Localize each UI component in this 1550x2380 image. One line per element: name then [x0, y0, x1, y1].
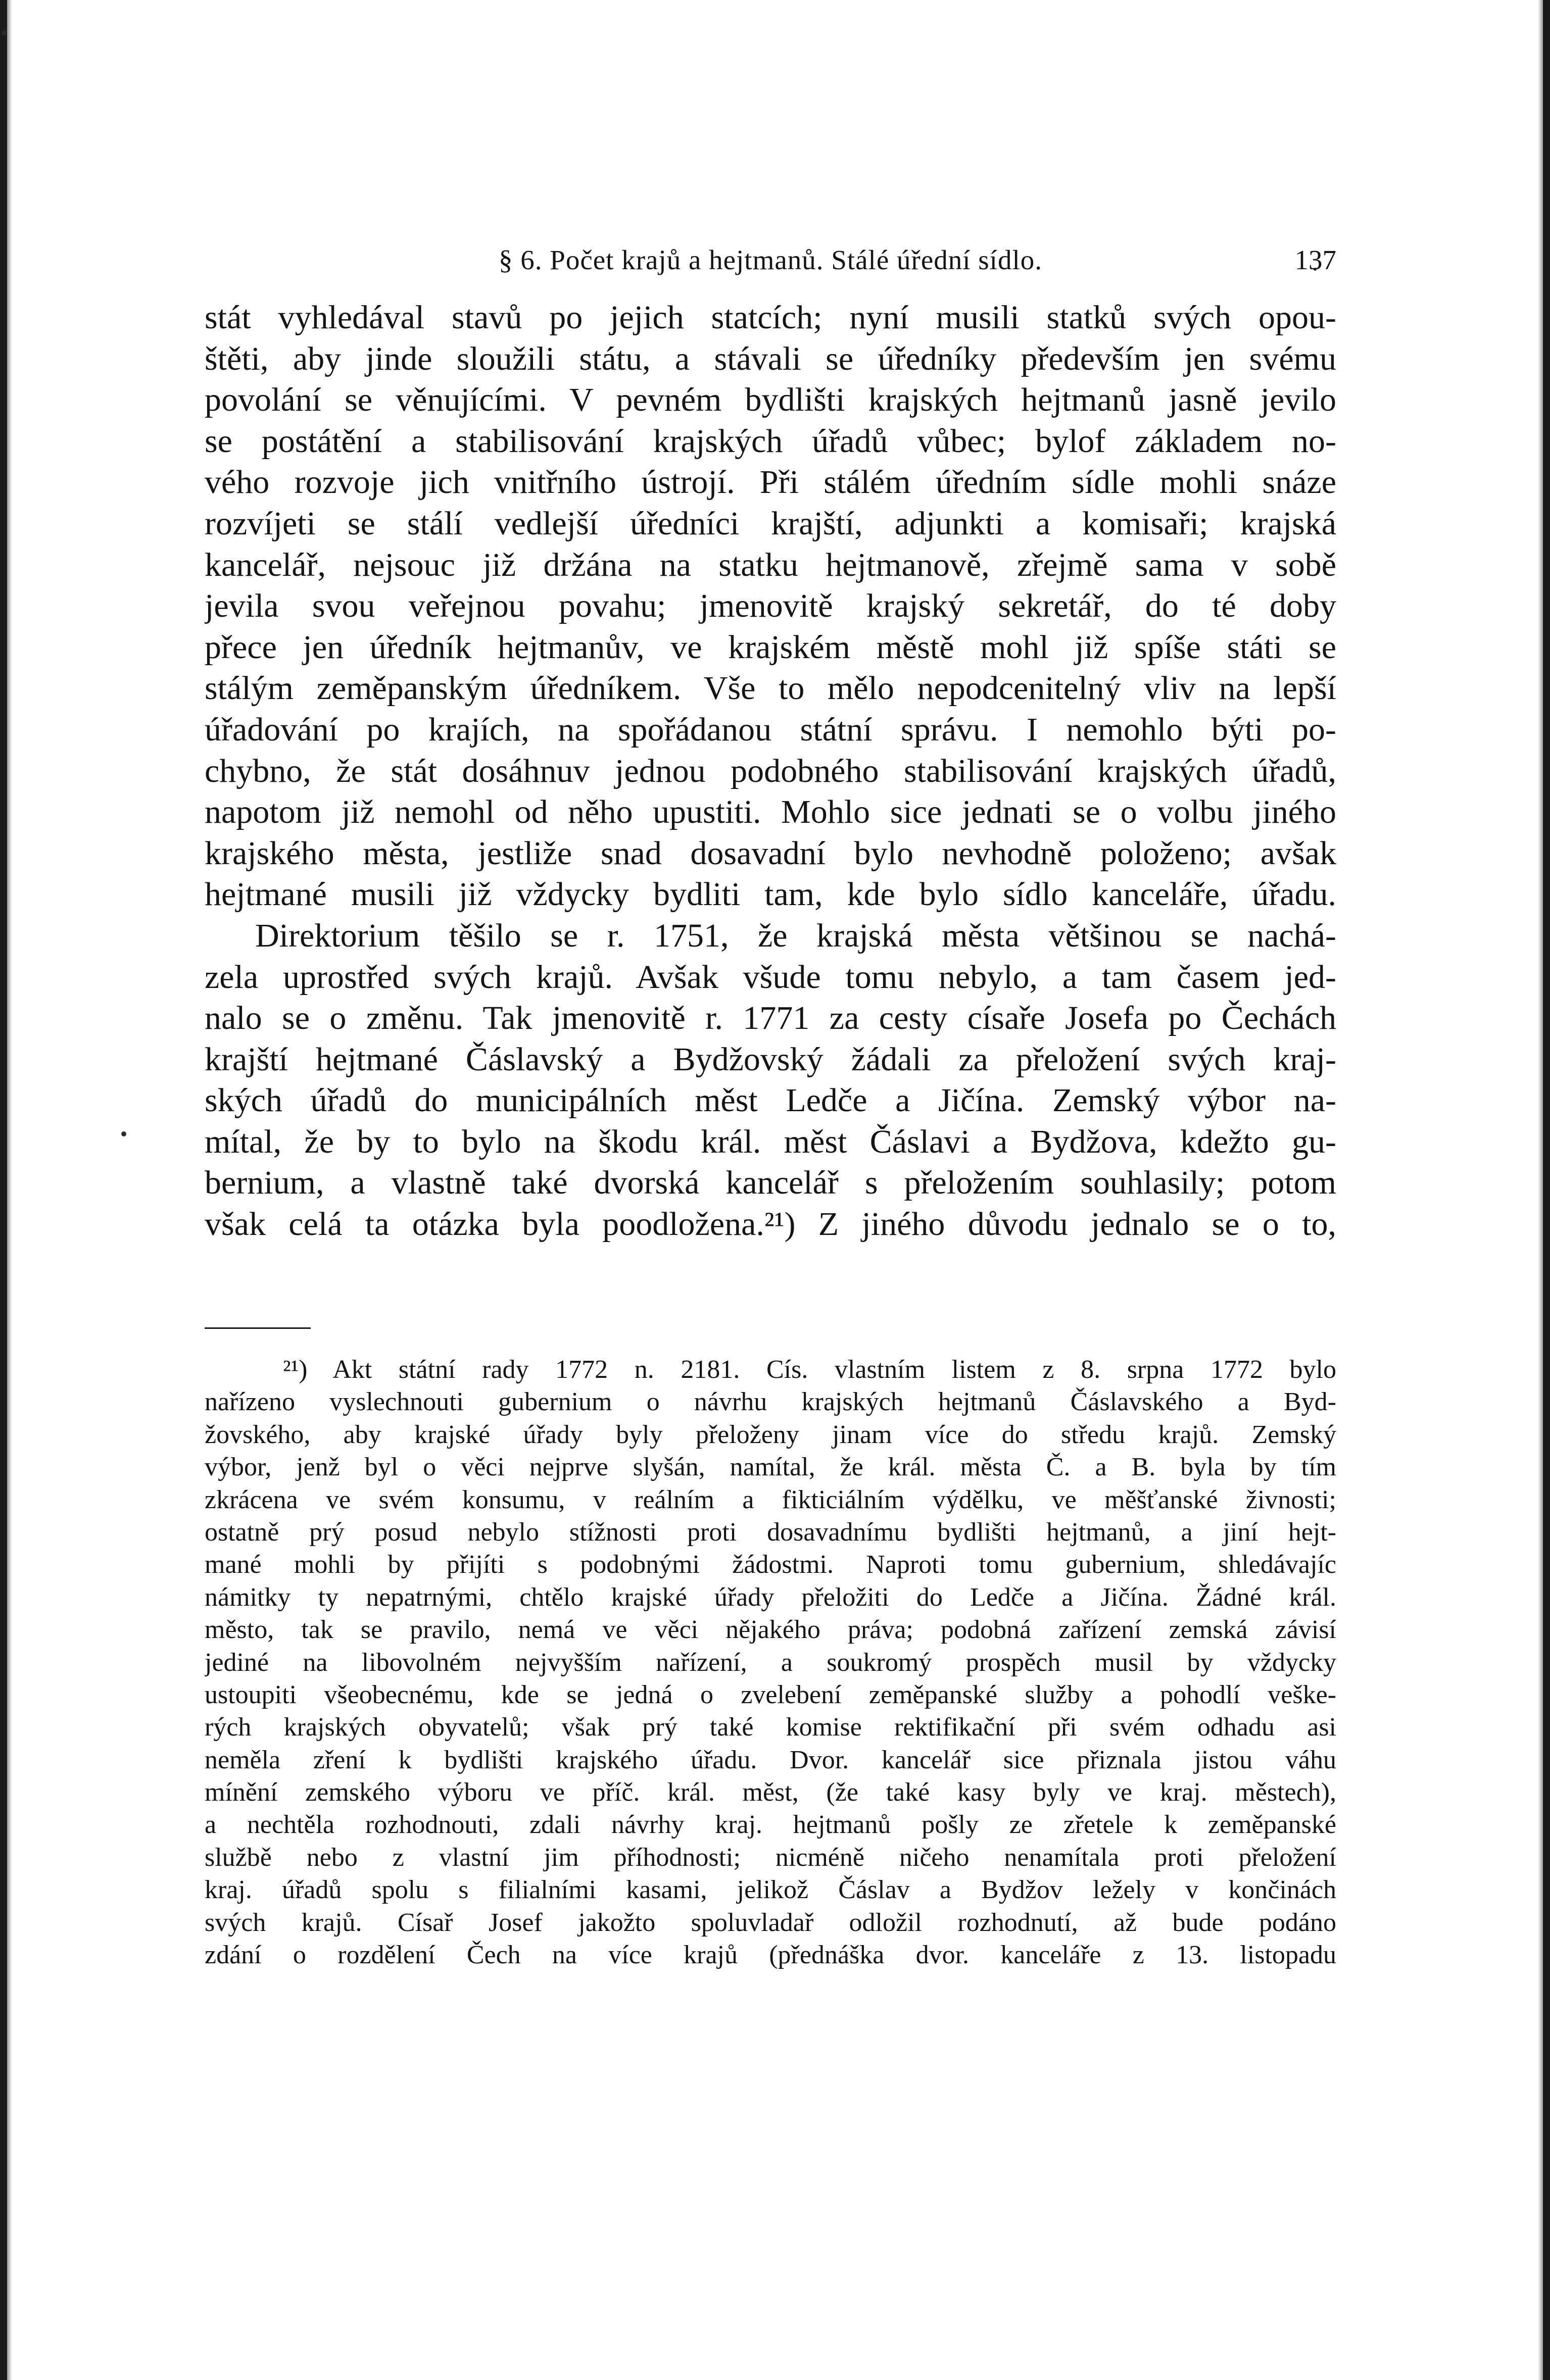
footnote-rule: [205, 1327, 311, 1329]
body-line: přece jen úředník hejtmanův, ve krajském městě mohl již spíše státi se: [205, 628, 1336, 666]
body-line: stát vyhledával stavů po jejich statcích; nyní musili statků svých opou-: [205, 299, 1336, 336]
body-line: rozvíjeti se stálí vedlejší úředníci krajští, adjunkti a komisaři; krajská: [205, 505, 1336, 542]
body-line: bernium, a vlastně také dvorská kancelář s přeložením souhlasily; potom: [205, 1164, 1336, 1202]
footnote-line: žovského, aby krajské úřady byly přeloženy jinam více do středu krajů. Zemský: [205, 1420, 1336, 1449]
body-line: mítal, že by to bylo na škodu král. měst Čáslavi a Bydžova, kdežto gu-: [205, 1123, 1336, 1160]
footnote-line: ostatně prý posud nebylo stížnosti proti dosavadnímu bydlišti hejtmanů, a jiní hejt-: [205, 1517, 1336, 1547]
body-line: jevila svou veřejnou povahu; jmenovitě krajský sekretář, do té doby: [205, 587, 1336, 625]
footnote-line: námitky ty nepatrnými, chtělo krajské úřady přeložiti do Ledče a Jičína. Žádné král.: [205, 1582, 1336, 1612]
footnote-line: výbor, jenž byl o věci nejprve slyšán, namítal, že král. města Č. a B. byla by tím: [205, 1453, 1336, 1482]
body-line: vého rozvoje jich vnitřního ústrojí. Při stálém úředním sídle mohli snáze: [205, 464, 1336, 501]
body-line: Direktorium těšilo se r. 1751, že krajská města většinou se nachá-: [255, 917, 1336, 954]
footnote-line: kraj. úřadů spolu s filialními kasami, jelikož Čáslav a Bydžov ležely v končinách: [205, 1875, 1336, 1905]
body-line: povolání se věnujícími. V pevném bydlišti krajských hejtmanů jasně jevilo: [205, 381, 1336, 419]
footnote-line: mané mohli by přijíti s podobnými žádostmi. Naproti tomu gubernium, shledávajíc: [205, 1550, 1336, 1579]
body-line: zela uprostřed svých krajů. Avšak všude tomu nebylo, a tam časem jed-: [205, 958, 1336, 996]
footnotes: [205, 1354, 1336, 1971]
scan-left-border: [0, 0, 7, 2380]
footnote-line: službě nebo z vlastní jim příhodnosti; nicméně ničeho nenamítala proti přeložení: [205, 1843, 1336, 1872]
body-line: ských úřadů do municipálních měst Ledče a Jičína. Zemský výbor na-: [205, 1082, 1336, 1119]
footnote-line: nařízeno vyslechnouti gubernium o návrhu krajských hejtmanů Čáslavského a Byd-: [205, 1387, 1336, 1417]
page-number: 137: [1294, 244, 1336, 275]
body-text: [205, 297, 1336, 1245]
body-line: chybno, že stát dosáhnuv jednou podobného stabilisování krajských úřadů,: [205, 752, 1336, 789]
body-line: však celá ta otázka byla poodložena.²¹) Z jiného důvodu jednalo se o to,: [205, 1206, 1336, 1243]
footnote-line: jediné na libovolném nejvyšším nařízení, a soukromý prospěch musil by vždycky: [205, 1648, 1336, 1677]
body-line: úřadování po krajích, na spořádanou státní správu. I nemohlo býti po-: [205, 711, 1336, 748]
scan-right-border: [1543, 0, 1550, 2380]
footnote-line: zkrácena ve svém konsumu, v reálním a fikticiálním výdělku, ve měšťanské živnosti;: [205, 1485, 1336, 1514]
body-line: se postátění a stabilisování krajských úřadů vůbec; bylof základem no-: [205, 422, 1336, 460]
footnote-line: město, tak se pravilo, nemá ve věci nějakého práva; podobná zařízení zemská závisí: [205, 1615, 1336, 1645]
body-line: krajští hejtmané Čáslavský a Bydžovský žádali za přeložení svých kraj-: [205, 1040, 1336, 1078]
scan-left-shadow: [7, 0, 12, 2380]
body-line: kancelář, nejsouc již držána na statku hejtmanově, zřejmě sama v sobě: [205, 546, 1336, 583]
footnote-line: ²¹) Akt státní rady 1772 n. 2181. Cís. vlastním listem z 8. srpna 1772 bylo: [283, 1355, 1336, 1384]
footnote-line: ustoupiti všeobecnému, kde se jedná o zvelebení zeměpanské služby a pohodlí veške-: [205, 1680, 1336, 1709]
footnote-line: a nechtěla rozhodnouti, zdali návrhy kraj. hejtmanů pošly ze zřetele k zeměpanské: [205, 1810, 1336, 1840]
body-line: stálým zeměpanským úředníkem. Vše to mělo nepodcenitelný vliv na lepší: [205, 670, 1336, 707]
body-line: krajského města, jestliže snad dosavadní bylo nevhodně položeno; avšak: [205, 834, 1336, 872]
running-head: § 6. Počet krajů a hejtmanů. Stálé úřední sídlo.: [499, 244, 1042, 275]
footnote-line: mínění zemského výboru ve příč. král. měst, (že také kasy byly ve kraj. městech),: [205, 1778, 1336, 1807]
page-header: [205, 237, 1336, 283]
footnote-line: neměla zření k bydlišti krajského úřadu. Dvor. kancelář sice přiznala jistou váhu: [205, 1745, 1336, 1774]
scan-speck: [2, 30, 7, 35]
scan-right-shadow: [1538, 0, 1543, 2380]
scan-speck: [121, 1131, 126, 1136]
body-line: štěti, aby jinde sloužili státu, a stávali se úředníky především jen svému: [205, 340, 1336, 377]
footnote-line: svých krajů. Císař Josef jakožto spoluvladař odložil rozhodnutí, až bude podáno: [205, 1908, 1336, 1937]
body-line: napotom již nemohl od něho upustiti. Mohlo sice jednati se o volbu jiného: [205, 794, 1336, 831]
footnote-line: zdání o rozdělení Čech na více krajů (přednáška dvor. kanceláře z 13. listopadu: [205, 1941, 1336, 1970]
body-line: nalo se o změnu. Tak jmenovitě r. 1771 za cesty císaře Josefa po Čechách: [205, 1000, 1336, 1037]
body-line: hejtmané musili již vždycky bydliti tam, kde bylo sídlo kanceláře, úřadu.: [205, 876, 1336, 913]
footnote-line: rých krajských obyvatelů; však prý také komise rektifikační při svém odhadu asi: [205, 1713, 1336, 1742]
